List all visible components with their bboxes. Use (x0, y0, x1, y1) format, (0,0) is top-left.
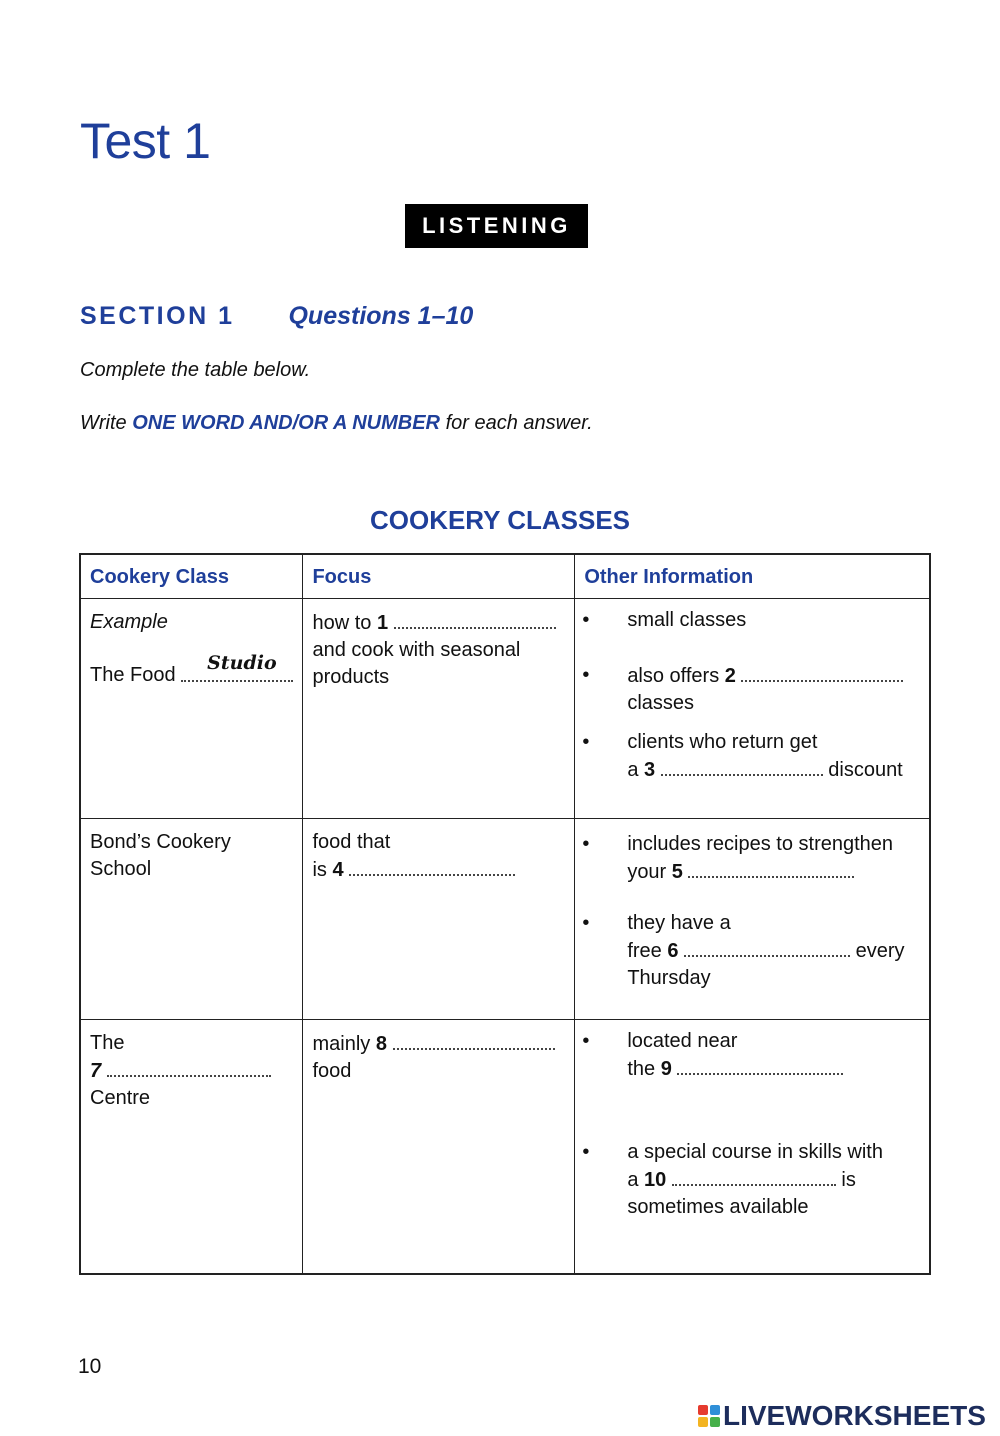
table-row (80, 818, 930, 1019)
info-text: free (627, 939, 662, 962)
answer-blank-8[interactable] (393, 1030, 555, 1050)
cell-class (80, 1019, 303, 1274)
focus-text: how to (312, 611, 372, 634)
answer-blank-7[interactable] (107, 1057, 271, 1077)
example-answer-blank (181, 651, 293, 682)
instruction-highlight: ONE WORD AND/OR A NUMBER (132, 412, 440, 434)
focus-text: and cook with seasonal products (312, 638, 521, 688)
answer-blank-1[interactable] (394, 609, 556, 629)
answer-blank-6[interactable] (684, 937, 850, 957)
cell-class (80, 598, 303, 818)
focus-text: is (312, 858, 327, 881)
cell-focus (303, 818, 575, 1019)
list-item (575, 662, 919, 717)
info-text: classes (627, 691, 695, 714)
question-number: 9 (660, 1057, 672, 1080)
cell-other-info (575, 1019, 930, 1274)
answer-blank-9[interactable] (677, 1055, 843, 1075)
info-text: sometimes available (627, 1195, 809, 1218)
question-number: 10 (644, 1168, 667, 1191)
header-other-info: Other Information (575, 554, 930, 598)
example-answer: Studio (207, 651, 277, 674)
info-text: Thursday (627, 966, 711, 989)
focus-text: mainly (312, 1032, 371, 1055)
page-number: 10 (78, 1355, 102, 1378)
cell-focus (303, 598, 575, 818)
info-text: is (841, 1168, 856, 1191)
cell-focus (303, 1019, 575, 1274)
info-text: also offers (627, 664, 720, 687)
instruction-complete-table: Complete the table below. (80, 359, 311, 381)
info-text: a special course in skills with (627, 1140, 883, 1163)
list-item (575, 607, 919, 634)
answer-blank-5[interactable] (688, 858, 854, 878)
cell-other-info (575, 598, 930, 818)
brand-name: LIVEWORKSHEETS (723, 1400, 986, 1431)
table-row (80, 1019, 930, 1274)
info-text: includes recipes to strengthen (627, 832, 894, 855)
class-text: The (90, 1031, 125, 1054)
question-number: 6 (667, 939, 679, 962)
focus-text: food that (312, 830, 391, 853)
question-number: 2 (724, 664, 736, 687)
list-item (575, 1139, 919, 1221)
question-number: 4 (332, 858, 344, 881)
info-text: they have a (627, 911, 731, 934)
list-item (575, 729, 919, 784)
liveworksheets-logo (698, 1400, 986, 1432)
info-text: your (627, 860, 667, 883)
info-text: the (627, 1057, 656, 1080)
class-name-prefix: The Food (90, 663, 176, 686)
instruction-suffix: for each answer. (445, 412, 593, 434)
question-number: 5 (671, 860, 683, 883)
info-text: every (855, 939, 905, 962)
focus-text: food (312, 1059, 352, 1082)
list-item (575, 910, 919, 992)
info-text: a (627, 758, 639, 781)
list-item (575, 1028, 919, 1083)
class-name: Bond’s Cookery School (90, 830, 231, 880)
question-number: 1 (376, 611, 389, 634)
answer-blank-2[interactable] (741, 662, 903, 682)
page-title: Test 1 (80, 113, 211, 169)
cell-class (80, 818, 303, 1019)
example-label: Example (90, 610, 168, 633)
info-text: small classes (627, 608, 747, 631)
info-text: discount (828, 758, 903, 781)
info-text: located near (627, 1029, 738, 1052)
info-text: clients who return get (627, 730, 818, 753)
instruction-word-limit (80, 412, 593, 435)
cell-other-info (575, 818, 930, 1019)
question-number: 3 (644, 758, 656, 781)
section-label: SECTION 1 (80, 302, 235, 330)
question-number: 7 (90, 1059, 102, 1082)
answer-blank-3[interactable] (661, 756, 823, 776)
questions-range: Questions 1–10 (288, 302, 474, 330)
info-text: a (627, 1168, 639, 1191)
answer-blank-4[interactable] (349, 856, 515, 876)
header-cookery-class: Cookery Class (80, 554, 303, 598)
answer-blank-10[interactable] (672, 1166, 836, 1186)
listening-badge: LISTENING (405, 204, 588, 248)
liveworksheets-icon (698, 1405, 720, 1427)
header-focus: Focus (303, 554, 575, 598)
question-number: 8 (375, 1032, 387, 1055)
table-title: COOKERY CLASSES (369, 505, 631, 535)
table-header-row (80, 554, 930, 598)
list-item (575, 831, 919, 886)
cookery-table (79, 553, 931, 1275)
instruction-prefix: Write (80, 412, 127, 434)
section-heading (80, 302, 473, 331)
table-row (80, 598, 930, 818)
class-text: Centre (90, 1086, 151, 1109)
